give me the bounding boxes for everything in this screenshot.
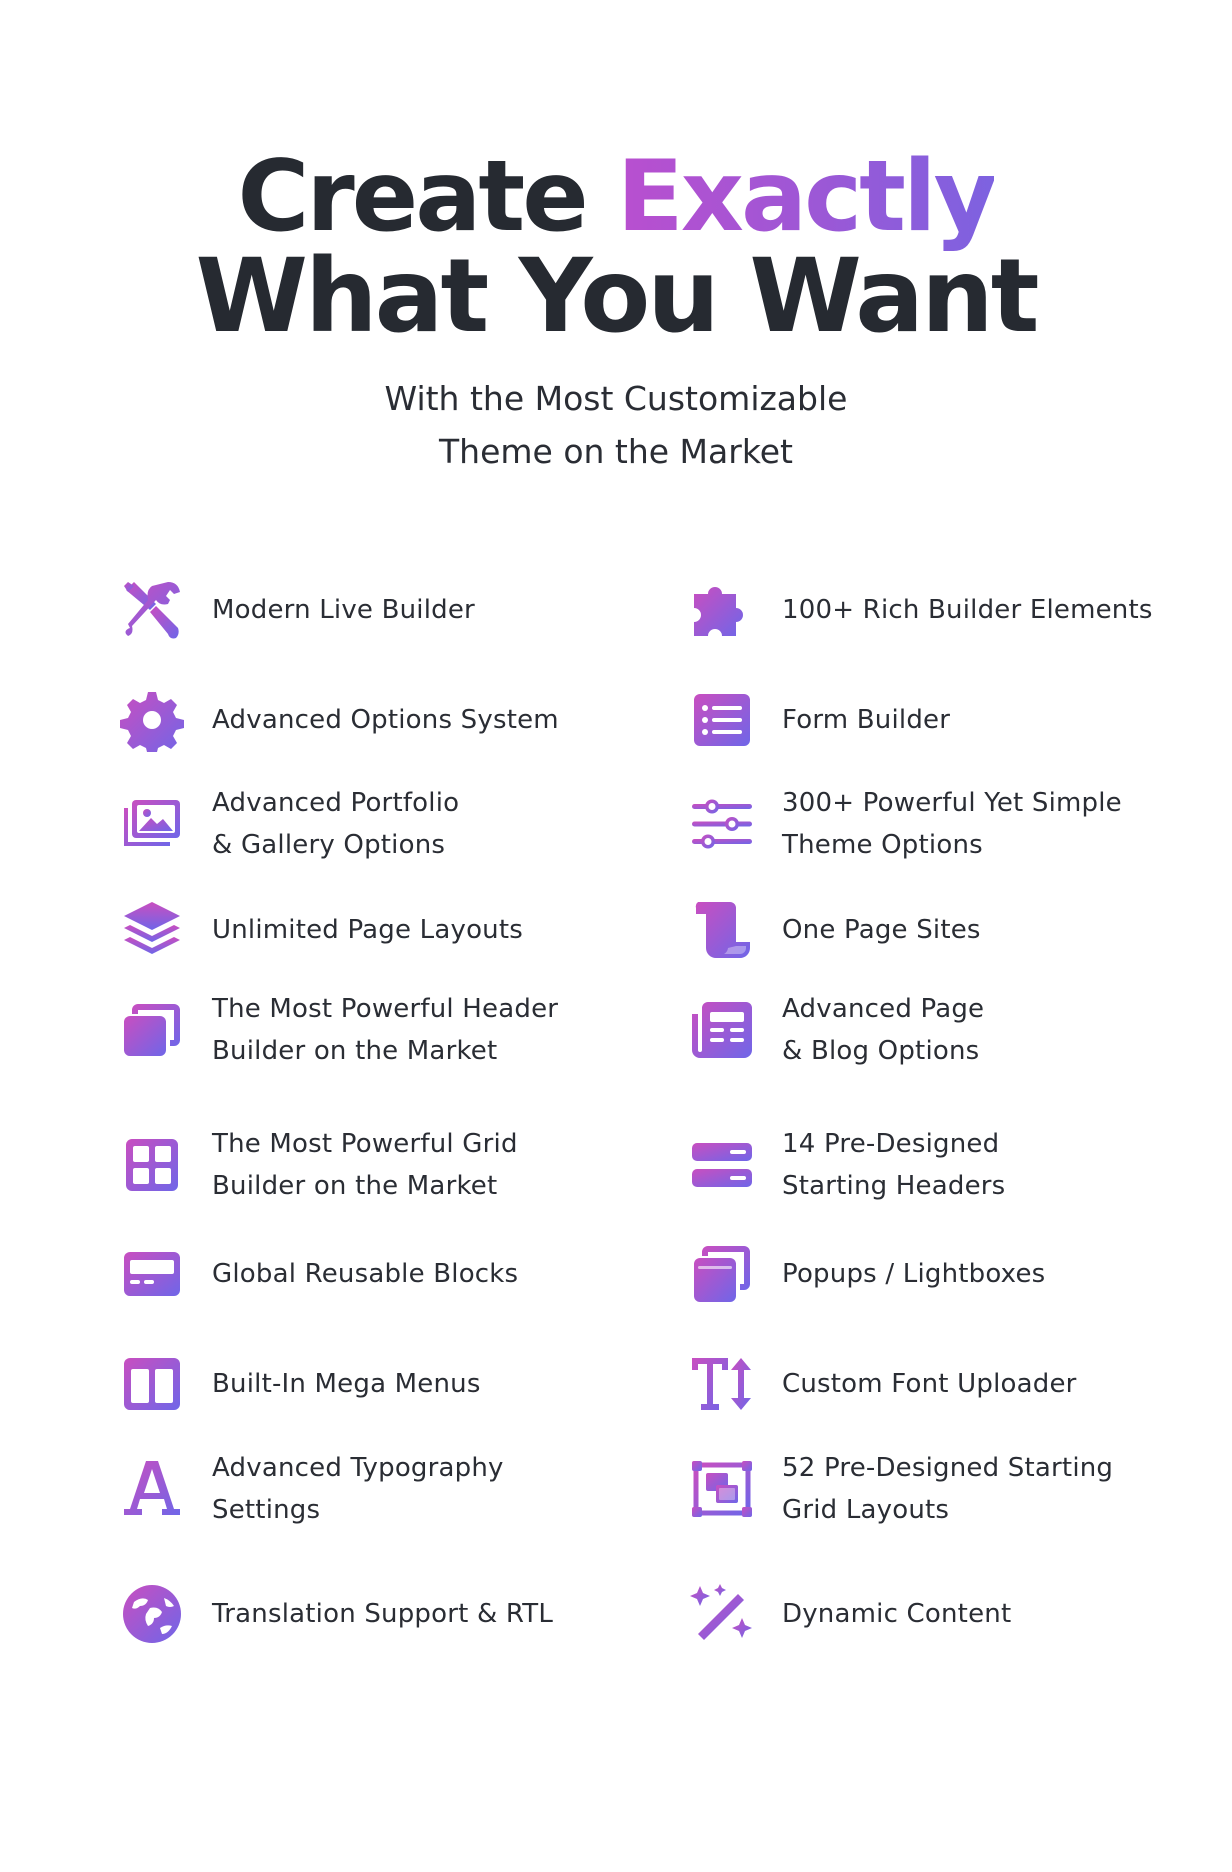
feature-modern-live-builder (120, 578, 600, 642)
magic-wand-icon (690, 1582, 754, 1646)
title-accent: Exactly (616, 140, 995, 254)
feature-label: Unlimited Page Layouts (212, 915, 524, 945)
scroll-icon (690, 898, 754, 962)
tools-icon (120, 578, 184, 642)
text-height-icon (690, 1352, 754, 1416)
puzzle-icon (690, 578, 754, 642)
feature-builder-elements (690, 578, 1170, 642)
feature-label: Dynamic Content (782, 1599, 1012, 1629)
feature-label: Advanced Options System (212, 705, 559, 735)
hero-title-line1 (0, 140, 1232, 254)
gear-icon (120, 688, 184, 752)
block-icon (120, 1242, 184, 1306)
sliders-icon (690, 792, 754, 856)
feature-label: The Most Powerful Header Builder on the Market (212, 994, 559, 1066)
feature-page-blog-options (690, 988, 1170, 1072)
feature-theme-options (690, 782, 1170, 866)
popup-windows-icon (690, 1242, 754, 1306)
feature-label: Built-In Mega Menus (212, 1369, 481, 1399)
subtitle-line1: With the Most Customizable (384, 379, 848, 418)
feature-label: 14 Pre-Designed Starting Headers (782, 1129, 1006, 1201)
feature-label: 300+ Powerful Yet Simple Theme Options (782, 788, 1122, 860)
feature-mega-menus (120, 1352, 600, 1416)
feature-one-page-sites (690, 898, 1170, 962)
feature-label: 100+ Rich Builder Elements (782, 595, 1153, 625)
feature-label: Global Reusable Blocks (212, 1259, 519, 1289)
feature-label: Advanced Page & Blog Options (782, 994, 985, 1066)
header-bars-icon (690, 1133, 754, 1197)
feature-typography (120, 1447, 600, 1531)
feature-label: Advanced Portfolio & Gallery Options (212, 788, 460, 860)
feature-label: Form Builder (782, 705, 951, 735)
globe-icon (120, 1582, 184, 1646)
feature-grid-builder (120, 1123, 600, 1207)
feature-label: Modern Live Builder (212, 595, 475, 625)
feature-label: Advanced Typography Settings (212, 1453, 504, 1525)
feature-grid-layouts (690, 1447, 1170, 1531)
columns-icon (120, 1352, 184, 1416)
object-group-icon (690, 1457, 754, 1521)
subtitle-line2: Theme on the Market (439, 432, 793, 471)
feature-form-builder (690, 688, 1170, 752)
hero-subtitle (0, 372, 1232, 478)
hero-title-line2: What You Want (195, 237, 1037, 356)
list-icon (690, 688, 754, 752)
feature-popups (690, 1242, 1170, 1306)
feature-label: 52 Pre-Designed Starting Grid Layouts (782, 1453, 1114, 1525)
feature-label: Popups / Lightboxes (782, 1259, 1046, 1289)
newspaper-icon (690, 998, 754, 1062)
windows-icon (120, 998, 184, 1062)
feature-label: Translation Support & RTL (212, 1599, 554, 1629)
feature-advanced-portfolio (120, 782, 600, 866)
feature-starting-headers (690, 1123, 1170, 1207)
images-icon (120, 792, 184, 856)
feature-label: Custom Font Uploader (782, 1369, 1077, 1399)
feature-advanced-options-system (120, 688, 600, 752)
feature-label: The Most Powerful Grid Builder on the Market (212, 1129, 518, 1201)
feature-list (0, 560, 1232, 1760)
feature-unlimited-page-layouts (120, 898, 600, 962)
feature-font-uploader (690, 1352, 1170, 1416)
feature-translation-support (120, 1582, 600, 1646)
feature-label: One Page Sites (782, 915, 981, 945)
title-plain: Create (237, 140, 617, 254)
feature-dynamic-content (690, 1582, 1170, 1646)
layers-icon (120, 898, 184, 962)
grid-icon (120, 1133, 184, 1197)
feature-header-builder (120, 988, 600, 1072)
letter-a-icon (120, 1457, 184, 1521)
feature-global-reusable-blocks (120, 1242, 600, 1306)
